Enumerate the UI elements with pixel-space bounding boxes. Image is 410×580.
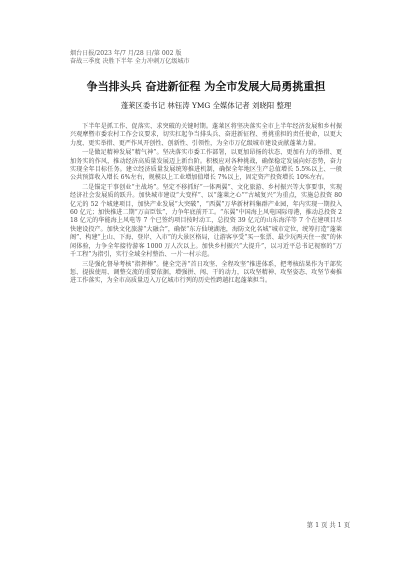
article-body — [70, 123, 342, 287]
article-byline: 蓬莱区委书记 林钰涛 YMG 全媒体记者 刘晓阳 整理 — [120, 101, 292, 110]
publication-info: 烟台日报/2023 年/7 月/28 日/第 002 版 — [70, 50, 182, 57]
section-slogan: 奋战三季度 决胜下半年 全力冲刺万亿级城市 — [70, 58, 190, 65]
paragraph: 三是强化督导考核“指挥棒”。健全完善“首日攻坚、全程攻坚”推进体系，把考核结果作为干部奖惩、提拔使用、调整交流的重要依据，增强拼、闯、干的动力，以攻坚精神、攻坚姿态、攻坚节奏推进工作落实，为全市高质量迈入万亿城市行列的历史性跨越扛起蓬莱担当。 — [70, 260, 342, 285]
publication-header — [70, 50, 370, 66]
article-title: 争当排头兵 奋进新征程 为全市发展大局勇挑重担 — [86, 80, 326, 93]
paragraph: 一是做足精神发展“精气神”。坚决落实市委工作部署，以更加昂扬的状态、更加有力的举措、更加务实的作风，推动经济高质量发展迈上新台阶。积极应对各种挑战，确保稳定发展向好态势，奋力实现全年目标任务。建立经济质量发展统筹推进机制，确保全年地区生产总值增长 5.5%以上、一般公共预算收入增长 6%左右，规模以上工业增加值增长 7%以上，固定资产投资增长 10%左右。 — [70, 149, 342, 182]
paragraph: 二是锚定干事创业“主战场”。坚定不移抓好“一体两翼”、文化旅游、乡村振兴等大事要事，实现经济社会发展质的跃升。加快城市建设“大变样”、以“蓬莱之心”“古城复兴”为重点，实施总投资 80 亿元的 52 个城建项目，加快产业发展“大突破”，“西翼”万华新材料集群产业园，年内实现一期投入 60 亿元；加快推进二期“万亩臣钛”，力争年底前开工。“东翼”中国海上风电国际母港，推动总投资 218 亿元的华能海上风电等 7 个已签约项目按时动工，总投资 39 亿元的山东海洋等 7 个在建项目尽快建设投产。加快文化旅游“大融合”，确保“东方仙境湖池，海防文化名城”城市定位，统筹打造“蓬莱阁”、构建“上山、下海、登岸、入市”的大景区格局，让游客享受“买一张票、最少玩两天住一夜”的休闲体验，力争全年接待游客 1000 万人次以上。加快乡村振兴“大提升”，以习近平总书记视察的“万千工程”为指引，实行全域全村整治、一片一村示范。 — [70, 183, 342, 259]
page-number: 第 1 页 共 1 页 — [306, 522, 350, 529]
paragraph: 下半年是抓工作、促落实、求突破的关键时期。蓬莱区将坚决落实全市上半年经济发展和乡村振兴观摩暨市委农村工作会议要求，切实扛起争当排头兵、奋进新征程、勇挑重担的责任使命，以更大力度、更实举措、更严作风开创性、创新性、引领性，为全市万亿级城市建设贡献蓬莱力量。 — [70, 123, 342, 147]
